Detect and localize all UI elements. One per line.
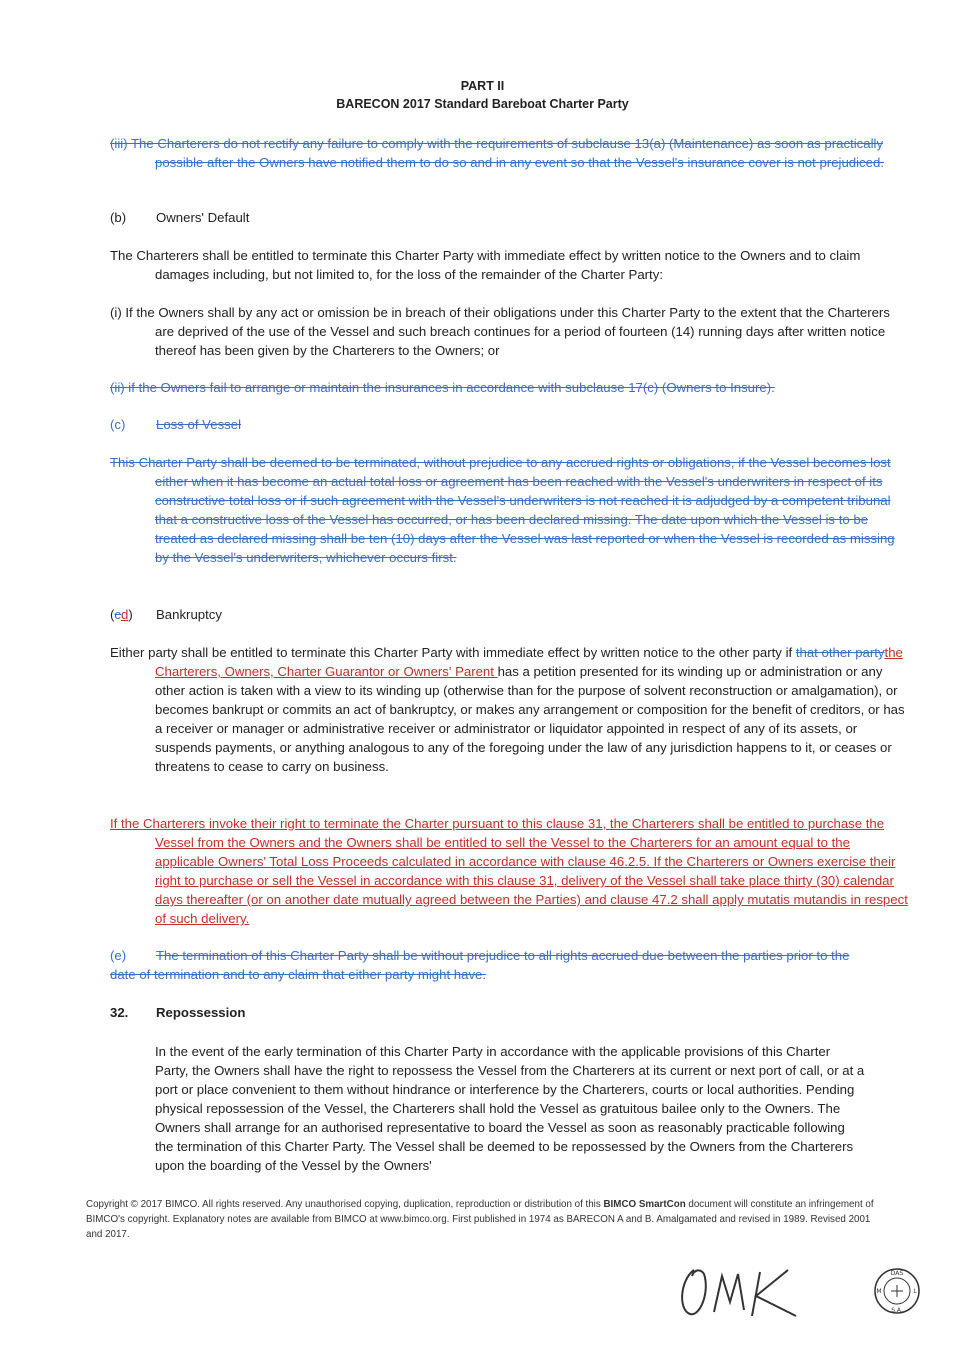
clause-32-heading [110,1003,865,1022]
svg-text:DAS: DAS [890,1270,904,1277]
clause-32-title: Repossession [156,1005,246,1020]
bankruptcy-body: Either party shall be entitled to terminate this Charter Party with immediate effect by written notice to the other party if that other partythe Charterers, Owners, Charter Guarantor or Owners' Parent has a petition presented for its winding up or administration or any other action is taken with a view to its winding up (otherwise than for the purpose of solvent reconstruction or amalgamation), or becomes bankrupt or commits an act of bankruptcy, or makes any arrangement or composition for the benefit of creditors, or has a receiver or manager or administrative receiver or administrator or liquidator appointed in respect of any of its assets, or suspends payments, or anything analogous to any of the foregoing under the law of any jurisdiction happens to it, or ceases or threatens to cease to carry on business. [110,645,905,774]
svg-text:M: M [876,1288,882,1295]
svg-text:S.A.: S.A. [891,1307,903,1314]
document-title: BARECON 2017 Standard Bareboat Charter Party [336,97,629,111]
clause-e-deleted: (e) The termination of this Charter Party shall be without prejudice to all rights accrued due between the parties prior to the date of termination and to any claim that either party might have. [110,948,850,982]
copyright-footer: Copyright © 2017 BIMCO. All rights reserved. Any unauthorised copying, duplication, reproduction or distribution of this BIMCO SmartCon document will constitute an infringement of BIMCO's copyright. Explanatory notes are available from BIMCO at www.bimco.org. First published in 1974 as BARECON A and B. Amalgamated and revised in 1989. Revised 2001 and 2017. [86,1199,874,1240]
clause-c-body-deleted: This Charter Party shall be deemed to be terminated, without prejudice to any accrued rights or obligations, if the Vessel becomes lost either when it has become an actual total loss or agreement has been reached with the Vessel's underwriters in respect of its constructive total loss or if such agreement with the Vessel's underwriters is not reached it is adjudged by a competent tribunal that a constructive loss of the Vessel has occurred, or has been declared missing. The date upon which the Vessel is to be treated as declared missing shall be ten (10) days after the Vessel was last reported or when the Vessel is recorded as missing by the Vessel's underwriters, whichever occurs first. [110,455,895,565]
clause-a-iii-deleted: (iii) The Charterers do not rectify any failure to comply with the requirements of subclause 13(a) (Maintenance) as soon as practically possible after the Owners have notified them to do so and in any event so that the Vessel's insurance cover is not prejudiced. [110,136,884,170]
clause-32-number: 32. [110,1005,129,1020]
bankruptcy-label: (cd) [110,607,133,622]
inserted-purchase-paragraph: If the Charterers invoke their right to terminate the Charter pursuant to this clause 31, the Charterers shall be entitled to purchase the Vessel from the Owners and the Owners shall be entitled to sell the Vessel to the Charterers for an amount equal to the applicable Owners' Total Loss Proceeds calculated in accordance with clause 46.2.5. If the Charterers or Owners exercise their right to purchase or sell the Vessel in accordance with this clause 31, delivery of the Vessel shall take place thirty (30) calendar days thereafter (or on another date mutually agreed between the Parties) and clause 47.2 shall apply mutatis mutandis in respect of such delivery. [110,816,908,926]
bankruptcy-inserted-text: the Charterers, Owners, Charter Guarantor or Owners' Parent [155,645,903,679]
clause-c-label: (c) [110,417,126,432]
clause-b-intro: The Charterers shall be entitled to terminate this Charter Party with immediate effect by written notice to the Owners and to claim damages including, but not limited to, for the loss of the remainder of the Charter Party: [110,248,861,282]
part-label: PART II [460,79,505,93]
clause-c-title: Loss of Vessel [156,417,242,432]
bankruptcy-heading [110,605,865,624]
clause-b-item-i: (i) If the Owners shall by any act or omission be in breach of their obligations under this Charter Party to the extent that the Charterers are deprived of the use of the Vessel and such breach continues for a period of fourteen (14) running days after written notice thereof has been given by the Charterers to the Owners; or [110,305,890,358]
svg-text:L: L [913,1288,917,1295]
clause-b-label: (b) [110,210,127,225]
clause-b-item-ii-deleted: (ii) if the Owners fail to arrange or maintain the insurances in accordance with subclause 17(c) (Owners to Insure). [110,380,775,395]
bankruptcy-deleted-text: that other party [795,645,885,660]
signature-initials [676,1262,816,1327]
clause-b-title: Owners' Default [156,210,250,225]
bankruptcy-title: Bankruptcy [156,607,222,622]
clause-b-heading [110,208,865,227]
clause-32-body: In the event of the early termination of this Charter Party in accordance with the applicable provisions of this Charter Party, the Owners shall have the right to repossess the Vessel from the Charterers at its current or next port of call, or at a port or place convenient to them without hindrance or interference by the Charterers, courts or local authorities. Pending physical repossession of the Vessel, the Charterers shall hold the Vessel as gratuitous bailee only to the Owners. The Owners shall arrange for an authorised representative to board the Vessel as soon as reasonably practicable following the termination of this Charter Party. The Vessel shall be deemed to be repossessed by the Owners from the Charterers upon the boarding of the Vessel by the Owners' [155,1044,865,1173]
company-stamp [872,1266,922,1321]
clause-c-heading-deleted [110,415,865,434]
